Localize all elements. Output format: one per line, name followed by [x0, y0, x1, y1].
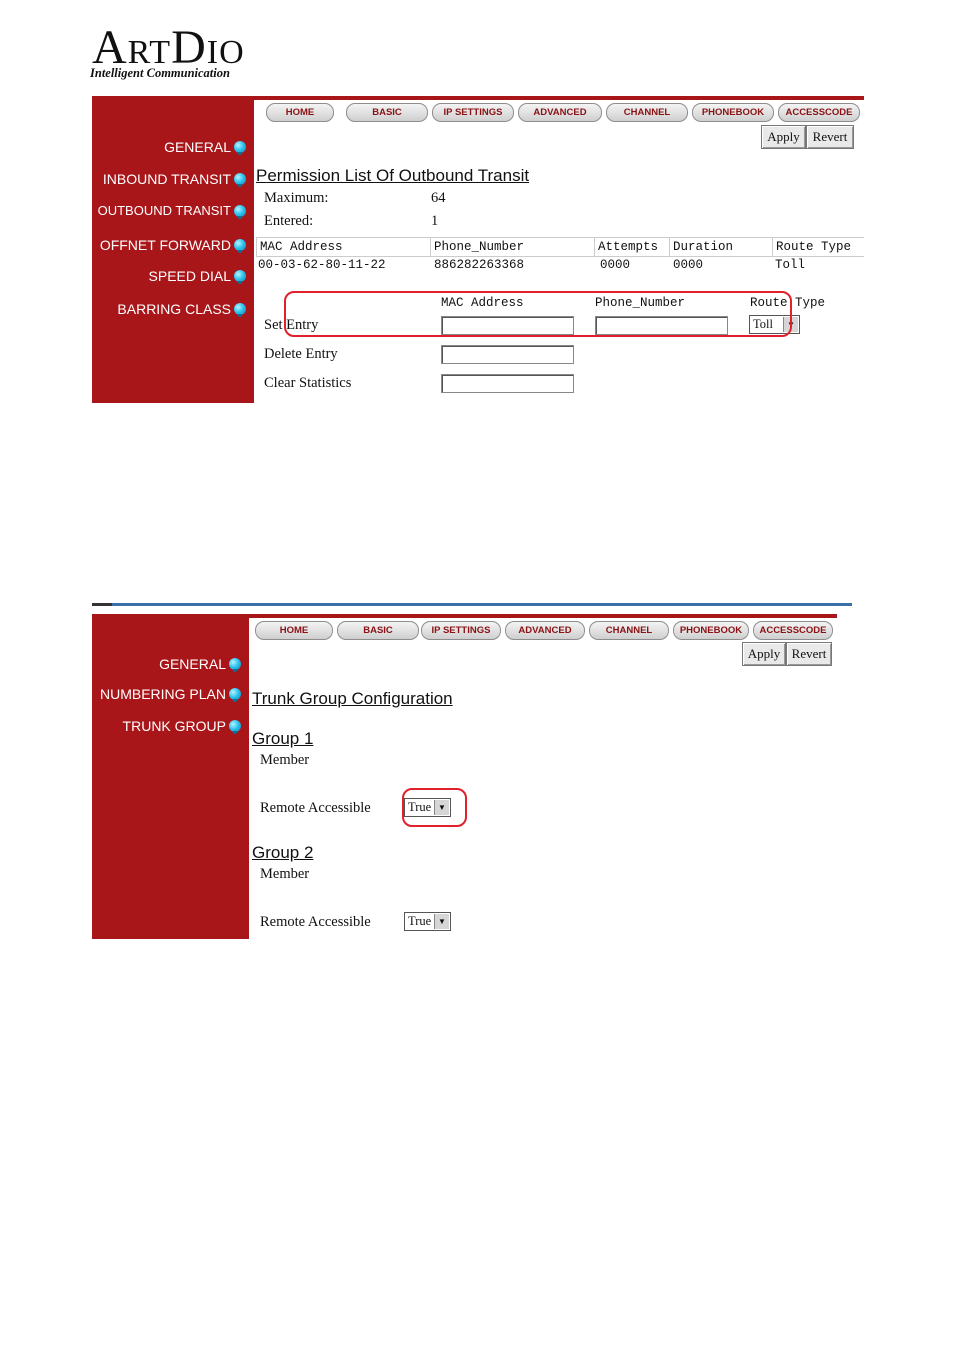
revert-button[interactable]: Revert	[806, 125, 854, 149]
sidebar-item-label: OFFNET FORWARD	[99, 237, 231, 253]
maximum-value: 64	[431, 190, 446, 206]
bulb-icon	[234, 303, 246, 315]
column-header: Attempts	[594, 238, 669, 256]
tab-basic[interactable]: BASIC	[337, 621, 419, 640]
sidebar-item-label: GENERAL	[159, 656, 226, 672]
sidebar-item-outbound-transit[interactable]	[98, 203, 246, 218]
delete-entry-label: Delete Entry	[264, 346, 338, 362]
column-header: MAC Address	[256, 238, 430, 256]
page-title: Trunk Group Configuration	[252, 689, 453, 708]
sidebar-item-speed-dial[interactable]	[149, 268, 246, 284]
cell-attempts: 0000	[600, 258, 631, 272]
clear-statistics-input[interactable]	[441, 374, 574, 393]
route-type-value: Toll	[753, 317, 773, 331]
bulb-icon	[234, 173, 246, 185]
screen2-nav-bar	[249, 614, 837, 640]
table-header	[256, 237, 864, 257]
sidebar-item-general[interactable]	[159, 656, 241, 672]
highlight-box	[402, 788, 467, 827]
sidebar-item-label: BARRING CLASS	[117, 301, 231, 317]
screen-divider	[92, 603, 852, 606]
apply-button[interactable]: Apply	[761, 125, 806, 149]
bulb-icon	[234, 205, 246, 217]
tab-ip-settings[interactable]: IP SETTINGS	[421, 621, 501, 640]
bulb-icon	[234, 270, 246, 282]
tab-channel[interactable]: CHANNEL	[589, 621, 669, 640]
apply-button[interactable]: Apply	[742, 642, 786, 666]
sidebar-item-label: NUMBERING PLAN	[99, 686, 226, 702]
logo-letter: A	[92, 21, 128, 74]
screen1-nav-bar	[254, 96, 864, 122]
maximum-label: Maximum:	[264, 190, 329, 206]
chevron-down-icon[interactable]: ▼	[434, 914, 449, 929]
form-col-phone: Phone_Number	[595, 296, 686, 310]
sidebar-item-barring-class[interactable]	[117, 301, 246, 317]
bulb-icon	[229, 688, 241, 700]
sidebar-item-general[interactable]	[164, 139, 246, 155]
logo-letter: RT	[127, 34, 172, 71]
remote-accessible-value: True	[408, 800, 432, 814]
tab-advanced[interactable]: ADVANCED	[518, 103, 602, 122]
tab-ip-settings[interactable]: IP SETTINGS	[432, 103, 514, 122]
bulb-icon	[234, 239, 246, 251]
sidebar-item-label: INBOUND TRANSIT	[102, 171, 231, 187]
sidebar-item-inbound-transit[interactable]	[103, 171, 246, 187]
logo-letter: IO	[206, 34, 245, 71]
sidebar-item-numbering-plan[interactable]	[100, 686, 241, 702]
tab-channel[interactable]: CHANNEL	[606, 103, 688, 122]
column-header: Route Type	[772, 238, 864, 256]
member-label: Member	[260, 866, 310, 882]
chevron-down-icon[interactable]: ▼	[434, 800, 449, 815]
cell-phone: 886282263368	[434, 258, 525, 272]
cell-route-type: Toll	[775, 258, 806, 272]
entered-value: 1	[431, 213, 439, 229]
tab-home[interactable]: HOME	[255, 621, 333, 640]
bulb-icon	[229, 720, 241, 732]
member-label: Member	[260, 752, 310, 768]
clear-statistics-label: Clear Statistics	[264, 375, 352, 391]
sidebar-item-label: SPEED DIAL	[148, 268, 231, 284]
revert-button[interactable]: Revert	[786, 642, 832, 666]
cell-mac: 00-03-62-80-11-22	[258, 258, 386, 272]
logo-letter: D	[171, 21, 207, 74]
cell-duration: 0000	[673, 258, 704, 272]
tab-phonebook[interactable]: PHONEBOOK	[692, 103, 774, 122]
sidebar-item-trunk-group[interactable]	[123, 718, 241, 734]
table-row	[256, 258, 864, 276]
tab-basic[interactable]: BASIC	[346, 103, 428, 122]
screen1-sidebar	[92, 96, 254, 403]
delete-entry-input[interactable]	[441, 345, 574, 364]
bulb-icon	[234, 141, 246, 153]
tab-accesscode[interactable]: ACCESSCODE	[778, 103, 860, 122]
set-entry-label: Set Entry	[264, 317, 319, 333]
form-col-route: Route Type	[750, 296, 826, 310]
page-title: Permission List Of Outbound Transit	[256, 166, 530, 185]
sidebar-item-label: GENERAL	[164, 139, 231, 155]
bulb-icon	[229, 658, 241, 670]
tab-advanced[interactable]: ADVANCED	[505, 621, 585, 640]
tab-home[interactable]: HOME	[266, 103, 334, 122]
tab-accesscode[interactable]: ACCESSCODE	[753, 621, 833, 640]
chevron-down-icon[interactable]: ▼	[783, 317, 798, 332]
highlight-box	[284, 291, 792, 337]
remote-accessible-label: Remote Accessible	[260, 800, 371, 816]
column-header: Phone_Number	[430, 238, 594, 256]
entered-label: Entered:	[264, 213, 314, 229]
remote-accessible-select[interactable]	[404, 912, 451, 931]
group-title: Group 1	[252, 729, 314, 748]
tab-phonebook[interactable]: PHONEBOOK	[673, 621, 749, 640]
remote-accessible-label: Remote Accessible	[260, 914, 371, 930]
group-title: Group 2	[252, 843, 314, 862]
column-header: Duration	[669, 238, 772, 256]
remote-accessible-value: True	[408, 914, 432, 928]
form-col-mac: MAC Address	[441, 296, 524, 310]
sidebar-item-label: TRUNK GROUP	[122, 718, 226, 734]
sidebar-item-offnet-forward[interactable]	[100, 237, 246, 253]
logo-tagline: Intelligent Communication	[90, 66, 230, 80]
sidebar-item-label: OUTBOUND TRANSIT	[97, 203, 231, 218]
screen2-sidebar	[92, 614, 249, 939]
